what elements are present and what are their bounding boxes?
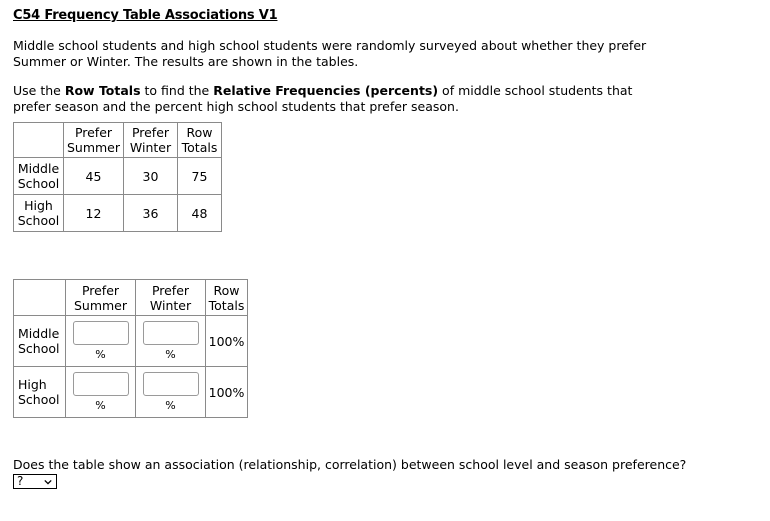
association-answer-select[interactable]	[13, 474, 57, 489]
cell-high-total-percent: 100%	[206, 367, 248, 418]
intro-text: Middle school students and high school students were randomly surveyed about whether they prefer Summer or Winter. The results are shown in the tables.	[13, 38, 647, 69]
page-title: C54 Frequency Table Associations V1	[13, 8, 278, 23]
cell-high-total: 48	[178, 195, 222, 232]
cell-middle-total: 75	[178, 158, 222, 195]
row-label-middle-school: Middle School	[14, 158, 64, 195]
percent-unit: %	[95, 347, 106, 361]
row-label-middle-school: Middle School	[14, 316, 66, 367]
instructions-text: Use the Row Totals to find the Relative Frequencies (percents) of middle school students that prefer season and the percent high school students that prefer season.	[13, 83, 633, 114]
header-prefer-summer: Prefer Summer	[64, 123, 124, 158]
cell-high-summer-percent	[66, 367, 136, 418]
header-row-totals: Row Totals	[178, 123, 222, 158]
cell-high-winter-percent	[136, 367, 206, 418]
select-value: ?	[17, 474, 24, 488]
association-question: Does the table show an association (relationship, correlation) between school level and season preference?	[13, 457, 687, 472]
percent-unit: %	[95, 398, 106, 412]
cell-middle-total-percent: 100%	[206, 316, 248, 367]
chevron-down-icon	[44, 478, 52, 486]
cell-high-summer: 12	[64, 195, 124, 232]
middle-summer-percent-input[interactable]	[73, 321, 129, 345]
row-totals-emphasis: Row Totals	[64, 83, 141, 98]
frequency-table	[13, 122, 222, 232]
high-winter-percent-input[interactable]	[143, 372, 199, 396]
header-prefer-summer: Prefer Summer	[66, 280, 136, 316]
percent-unit: %	[165, 347, 176, 361]
cell-middle-winter-percent	[136, 316, 206, 367]
high-summer-percent-input[interactable]	[73, 372, 129, 396]
cell-middle-winter: 30	[124, 158, 178, 195]
corner-cell	[14, 123, 64, 158]
header-row-totals: Row Totals	[206, 280, 248, 316]
cell-middle-summer: 45	[64, 158, 124, 195]
cell-middle-summer-percent	[66, 316, 136, 367]
header-prefer-winter: Prefer Winter	[124, 123, 178, 158]
cell-high-winter: 36	[124, 195, 178, 232]
header-prefer-winter: Prefer Winter	[136, 280, 206, 316]
relative-frequencies-emphasis: Relative Frequencies (percents)	[213, 83, 439, 98]
percent-unit: %	[165, 398, 176, 412]
corner-cell	[14, 280, 66, 316]
middle-winter-percent-input[interactable]	[143, 321, 199, 345]
row-label-high-school: High School	[14, 195, 64, 232]
relative-frequency-table	[13, 279, 248, 418]
row-label-high-school: High School	[14, 367, 66, 418]
